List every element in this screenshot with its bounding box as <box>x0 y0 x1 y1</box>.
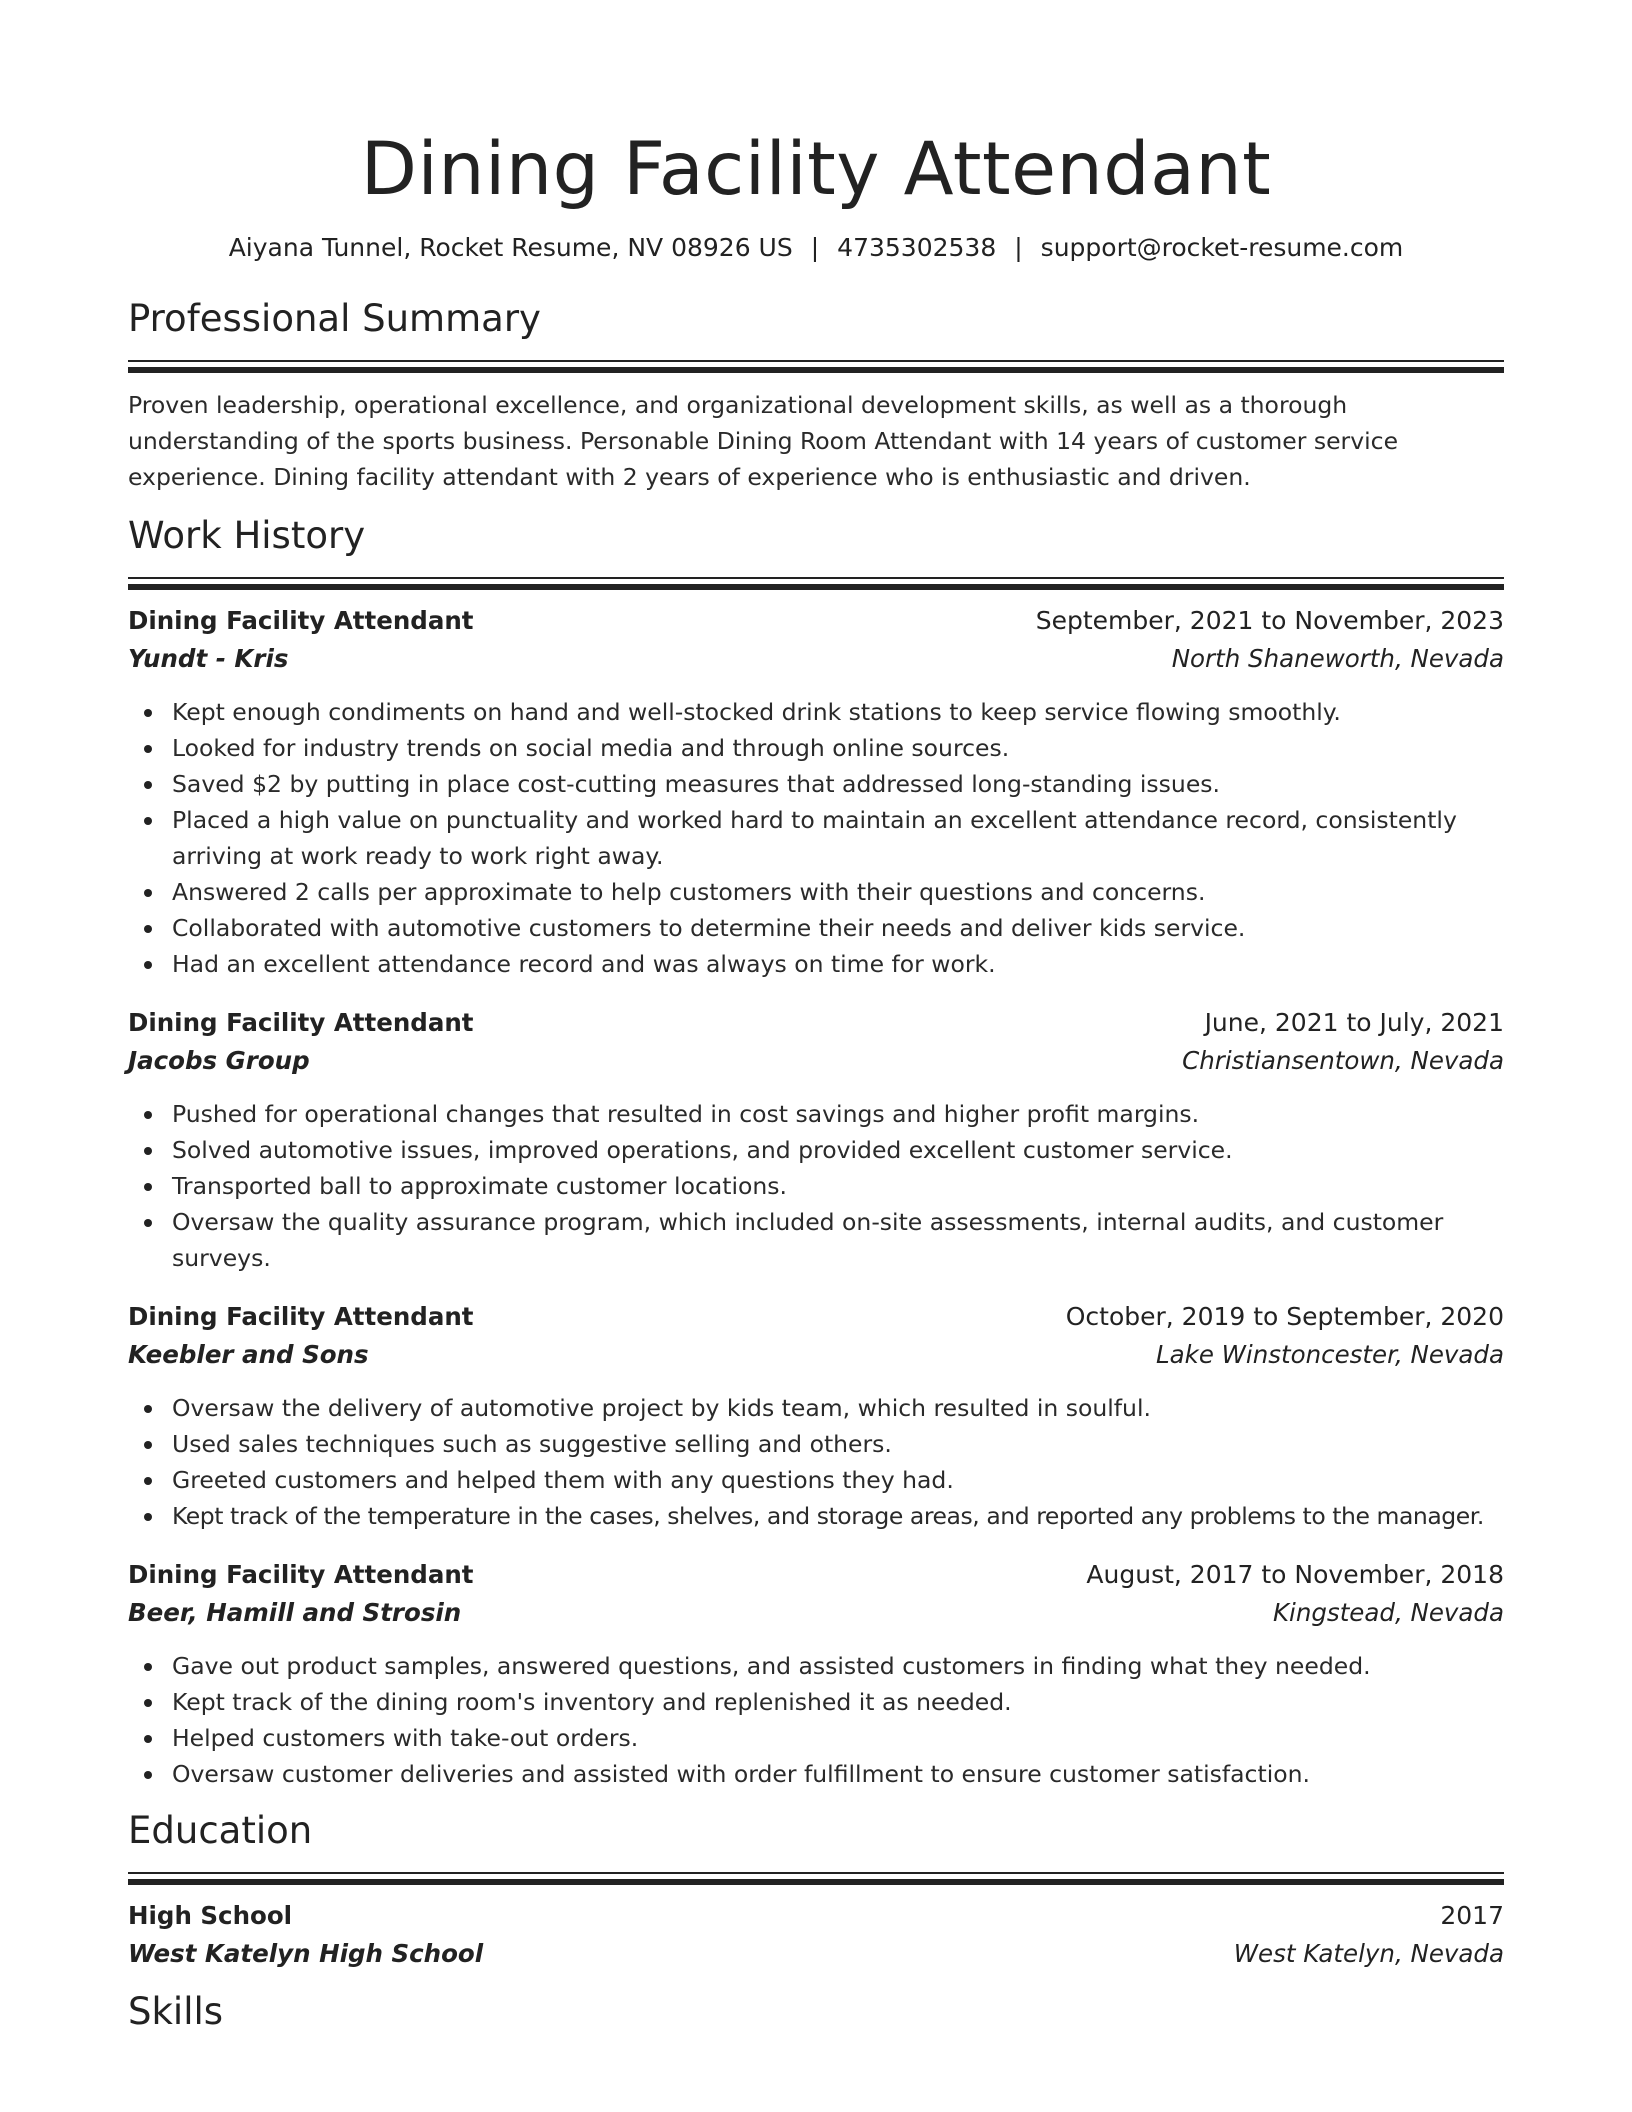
education-entry <box>128 1897 1504 1973</box>
job-location: Christiansentown, Nevada <box>1182 1046 1504 1075</box>
education-year: 2017 <box>1440 1901 1504 1930</box>
skills-section <box>128 1987 1504 2037</box>
resume-page <box>128 0 1504 2037</box>
bullet-item: Gave out product samples, answered questions, and assisted customers in finding what they needed. <box>172 1648 1504 1684</box>
bullet-item: Kept enough condiments on hand and well-stocked drink stations to keep service flowing smoothly. <box>172 694 1504 730</box>
job-title: Dining Facility Attendant <box>128 1302 474 1331</box>
section-divider <box>128 577 1504 590</box>
bullet-item: Saved $2 by putting in place cost-cutting measures that addressed long-standing issues. <box>172 766 1504 802</box>
job-bullets <box>128 1096 1504 1276</box>
job-title: Dining Facility Attendant <box>128 1560 474 1589</box>
job-entry <box>128 1556 1504 1792</box>
bullet-item: Pushed for operational changes that resulted in cost savings and higher profit margins. <box>172 1096 1504 1132</box>
job-location: Kingstead, Nevada <box>1272 1598 1504 1627</box>
education-location: West Katelyn, Nevada <box>1233 1939 1504 1968</box>
summary-section <box>128 294 1504 495</box>
section-divider <box>128 360 1504 373</box>
job-bullets <box>128 694 1504 982</box>
bullet-item: Used sales techniques such as suggestive selling and others. <box>172 1426 1504 1462</box>
bullet-item: Answered 2 calls per approximate to help customers with their questions and concerns. <box>172 874 1504 910</box>
bullet-item: Oversaw the quality assurance program, which included on-site assessments, internal audits, and customer surveys. <box>172 1204 1504 1276</box>
job-title: Dining Facility Attendant <box>128 1008 474 1037</box>
bullet-item: Placed a high value on punctuality and worked hard to maintain an excellent attendance record, consistently arriving at work ready to work right away. <box>172 802 1504 874</box>
bullet-item: Solved automotive issues, improved operations, and provided excellent customer service. <box>172 1132 1504 1168</box>
section-heading-summary: Professional Summary <box>128 297 541 340</box>
contact-separator: | <box>810 233 820 262</box>
job-location: Lake Winstoncester, Nevada <box>1155 1340 1504 1369</box>
contact-line <box>128 230 1504 266</box>
bullet-item: Transported ball to approximate customer locations. <box>172 1168 1504 1204</box>
job-entry <box>128 602 1504 982</box>
bullet-item: Looked for industry trends on social media and through online sources. <box>172 730 1504 766</box>
education-section <box>128 1806 1504 1973</box>
job-entry <box>128 1298 1504 1534</box>
work-history-section <box>128 511 1504 1792</box>
summary-text: Proven leadership, operational excellence, and organizational development skills, as well as a thorough understanding of the sports business. Personable Dining Room Attendant with 14 years of customer service experience. Dining facility attendant with 2 years of experience who is enthusiastic and driven. <box>128 391 1399 491</box>
contact-separator: | <box>1014 233 1023 262</box>
job-dates: September, 2021 to November, 2023 <box>1035 606 1504 635</box>
section-divider <box>128 1872 1504 1885</box>
section-heading-work-history: Work History <box>128 514 366 557</box>
job-bullets <box>128 1648 1504 1792</box>
bullet-item: Oversaw the delivery of automotive project by kids team, which resulted in soulful. <box>172 1390 1504 1426</box>
job-company: Beer, Hamill and Strosin <box>128 1598 462 1627</box>
education-school: West Katelyn High School <box>128 1939 484 1968</box>
contact-email: support@rocket-resume.com <box>1040 233 1404 262</box>
education-degree: High School <box>128 1901 293 1930</box>
section-heading-skills: Skills <box>128 1990 224 2033</box>
job-location: North Shaneworth, Nevada <box>1171 644 1504 673</box>
job-dates: June, 2021 to July, 2021 <box>1204 1008 1504 1037</box>
job-company: Jacobs Group <box>128 1046 310 1075</box>
job-dates: October, 2019 to September, 2020 <box>1065 1302 1504 1331</box>
resume-title: Dining Facility Attendant <box>360 127 1272 212</box>
bullet-item: Had an excellent attendance record and was always on time for work. <box>172 946 1504 982</box>
section-heading-education: Education <box>128 1809 313 1852</box>
job-entry <box>128 1004 1504 1276</box>
bullet-item: Helped customers with take-out orders. <box>172 1720 1504 1756</box>
job-company: Yundt - Kris <box>128 644 289 673</box>
job-bullets <box>128 1390 1504 1534</box>
bullet-item: Kept track of the temperature in the cases, shelves, and storage areas, and reported any problems to the manager. <box>172 1498 1504 1534</box>
bullet-item: Collaborated with automotive customers to determine their needs and deliver kids service. <box>172 910 1504 946</box>
contact-address: Aiyana Tunnel, Rocket Resume, NV 08926 US <box>228 233 793 262</box>
job-company: Keebler and Sons <box>128 1340 369 1369</box>
bullet-item: Greeted customers and helped them with any questions they had. <box>172 1462 1504 1498</box>
job-title: Dining Facility Attendant <box>128 606 474 635</box>
bullet-item: Oversaw customer deliveries and assisted with order fulfillment to ensure customer satisfaction. <box>172 1756 1504 1792</box>
bullet-item: Kept track of the dining room's inventory and replenished it as needed. <box>172 1684 1504 1720</box>
contact-phone: 4735302538 <box>837 233 997 262</box>
job-dates: August, 2017 to November, 2018 <box>1086 1560 1504 1589</box>
